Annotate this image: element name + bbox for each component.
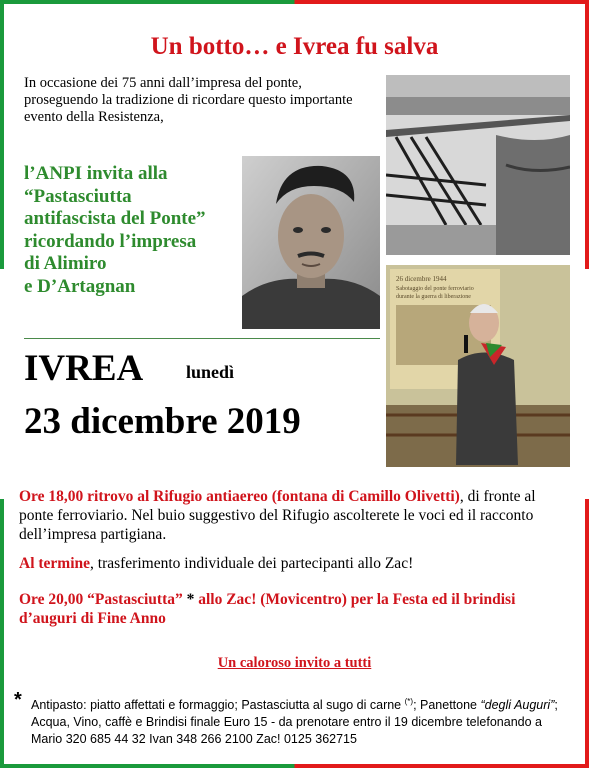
- programme-dinner: [19, 590, 571, 628]
- transfer-description: , trasferimento individuale dei partecipanti allo Zac!: [90, 555, 414, 572]
- panel-caption-line: durante la guerra di liberazione: [396, 294, 471, 300]
- anpi-line: antifascista del Ponte”: [24, 208, 206, 229]
- footnote-text: [31, 693, 576, 748]
- anpi-invitation: [24, 163, 239, 298]
- footnote-star: *: [14, 689, 22, 711]
- footnote-menu-cont: ; Panettone: [413, 698, 481, 713]
- tricolor-border-right: [585, 0, 589, 768]
- meeting-description: , di fronte al ponte ferroviario. Nel buio suggestivo del Rifugio ascolterete le voci ed il racconto dell’impresa partigiana.: [19, 488, 536, 543]
- panel-caption-line: Sabotaggio del ponte ferroviario: [396, 286, 474, 292]
- section-divider: [24, 338, 380, 339]
- tricolor-border-top: [0, 0, 589, 4]
- speaker-photo: [386, 265, 570, 467]
- transfer-label: Al termine: [19, 555, 91, 572]
- destroyed-bridge-photo: [386, 75, 570, 255]
- flyer-title: Un botto… e Ivrea fu salva: [150, 33, 439, 60]
- intro-text: In occasione dei 75 anni dall’impresa del ponte, proseguendo la tradizione di ricordare questo importante evento della Resistenza,: [24, 75, 353, 125]
- event-weekday: lunedì: [186, 362, 235, 382]
- anpi-line: l’ANPI invita alla: [24, 163, 168, 184]
- meeting-time-place: Ore 18,00 ritrovo al Rifugio antiaereo (fontana di Camillo Olivetti): [19, 488, 460, 505]
- panel-caption-date: 26 dicembre 1944: [396, 275, 447, 283]
- footnote-price: ; Acqua, Vino, caffè e Brindisi finale Euro 15 - da prenotare entro il 19 dicembre telefonando a: [31, 698, 558, 730]
- programme-transfer: [19, 554, 571, 573]
- footnote-contacts: Mario 320 685 44 32 Ivan 348 266 2100 Zac! 0125 362715: [31, 732, 357, 747]
- footnote-sup: (*): [404, 697, 414, 706]
- event-city: IVREA: [24, 348, 144, 389]
- dinner-description: allo Zac! (Movicentro) per la Festa ed il brindisi d’auguri di Fine Anno: [19, 591, 516, 627]
- partisan-portrait-photo: [242, 156, 380, 329]
- invite-line: Un caloroso invito a tutti: [217, 655, 372, 671]
- anpi-line: ricordando l’impresa: [24, 230, 197, 252]
- tricolor-border-bottom: [0, 764, 589, 768]
- dinner-footnote-mark: *: [182, 591, 199, 608]
- tricolor-border-left: [0, 0, 4, 768]
- anpi-line: e D’Artagnan: [24, 275, 136, 297]
- event-date: 23 dicembre 2019: [24, 401, 301, 442]
- anpi-line: “Pastasciutta: [24, 185, 132, 207]
- footnote-italic: “degli Auguri”: [480, 698, 555, 713]
- programme-meeting: [19, 487, 571, 544]
- footnote-menu: Antipasto: piatto affettati e formaggio; Pastasciutta al sugo di carne: [31, 698, 405, 713]
- anpi-line: di Alimiro: [24, 253, 107, 274]
- dinner-time: Ore 20,00 “Pastasciutta”: [19, 591, 183, 608]
